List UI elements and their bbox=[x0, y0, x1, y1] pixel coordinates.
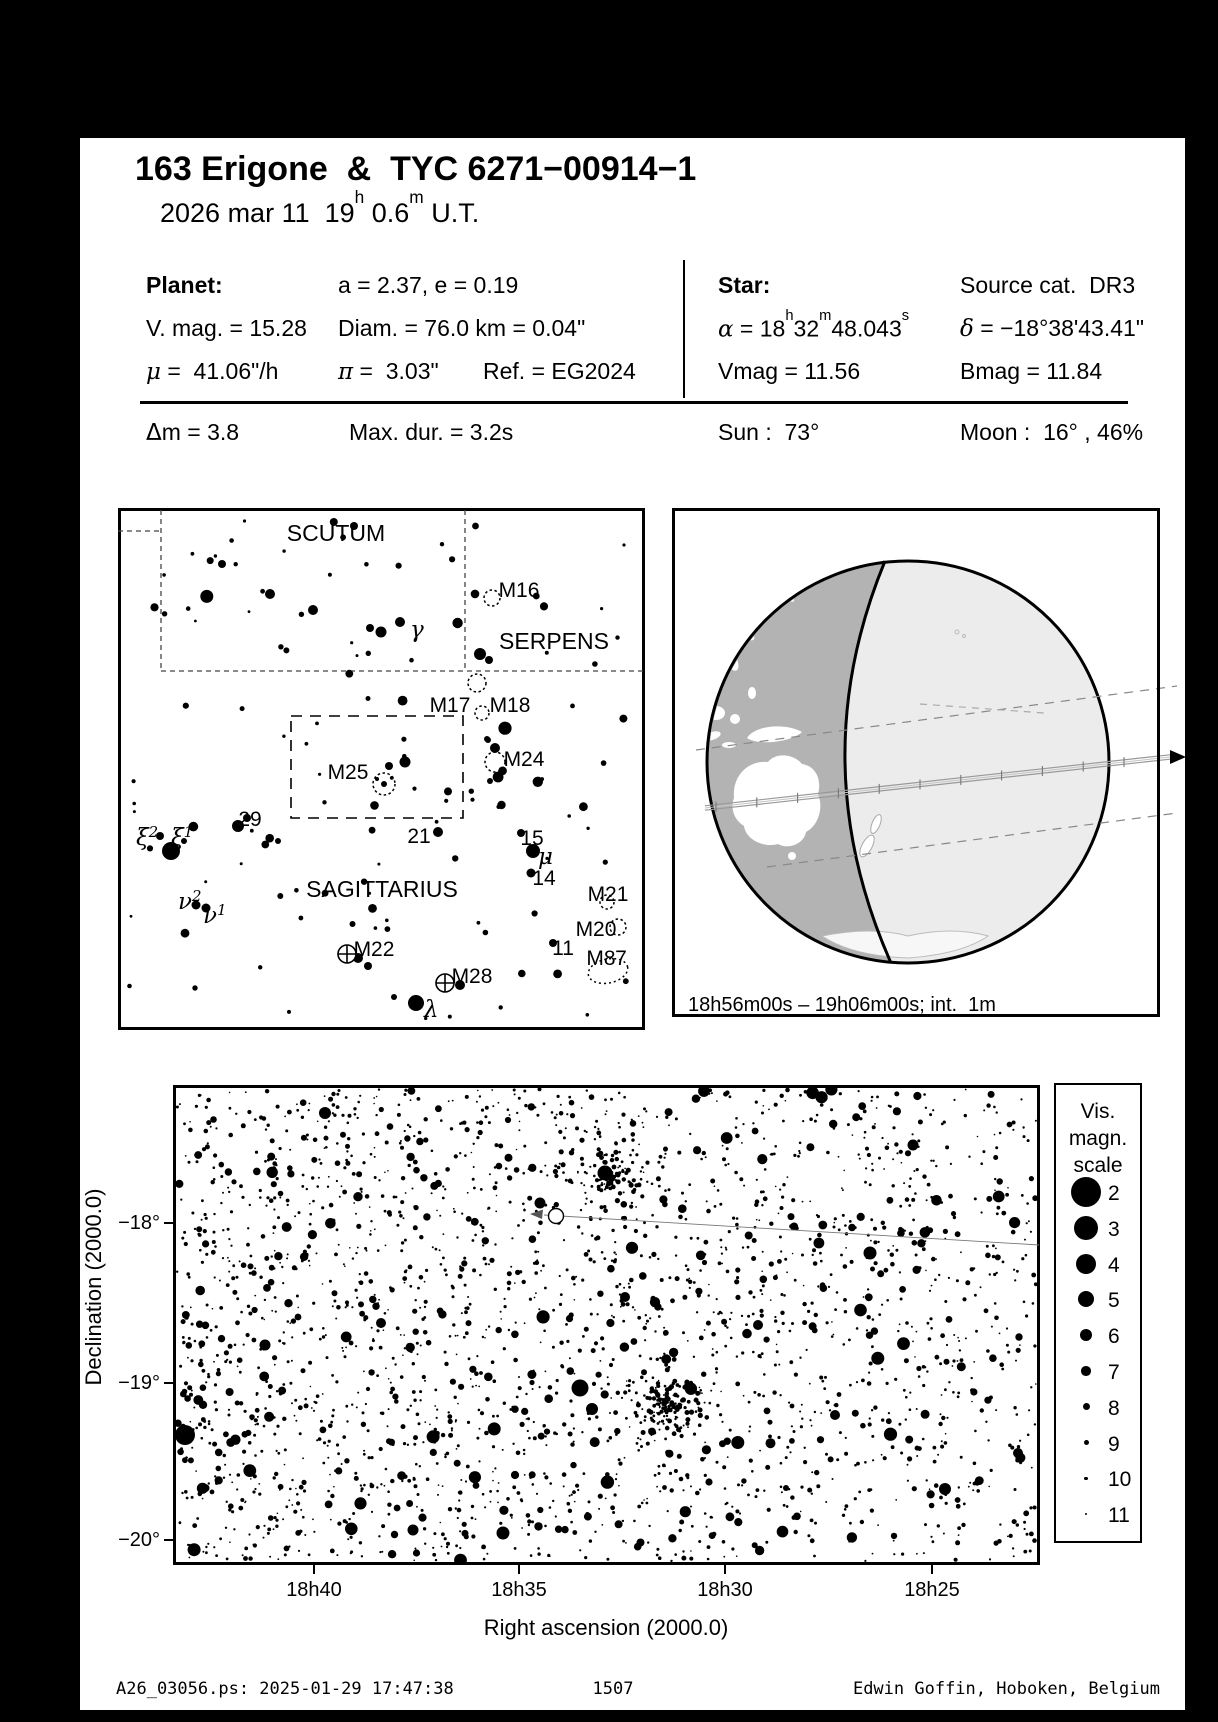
date-part: U.T. bbox=[423, 198, 480, 228]
finder-label-m20: M20 bbox=[575, 918, 617, 941]
star-vmag: Vmag = 11.56 bbox=[718, 358, 861, 384]
prediction-page bbox=[80, 138, 1185, 1710]
earth-globe-map bbox=[672, 508, 1192, 1017]
ra-h-sup: h bbox=[785, 307, 794, 324]
legend-magnitude-label: 4 bbox=[1108, 1253, 1120, 1277]
ra-tick-label: 18h25 bbox=[904, 1579, 960, 1601]
finder-label-21: 21 bbox=[407, 825, 431, 848]
path-direction-arrow bbox=[1170, 750, 1186, 764]
footer-page-number: 1507 bbox=[592, 1679, 634, 1699]
finder-label-m8: M8 bbox=[586, 947, 616, 970]
finder-greek-label: $\nu^2$ bbox=[178, 887, 202, 915]
finder-greek-label: μ bbox=[538, 844, 553, 870]
legend-magnitude-dot bbox=[1074, 1216, 1098, 1240]
ra-part: = 18 bbox=[733, 315, 786, 342]
legend-magnitude-dot bbox=[1076, 1254, 1096, 1274]
hour-superscript: h bbox=[354, 186, 365, 207]
dec-tick-mark bbox=[164, 1382, 173, 1384]
ra-tick-label: 18h40 bbox=[286, 1579, 342, 1601]
ra-tick-mark bbox=[313, 1565, 315, 1574]
globe-box bbox=[672, 508, 1160, 1017]
finder-label-m22: M22 bbox=[353, 938, 395, 961]
dec-tick-label: −20° bbox=[118, 1529, 160, 1551]
legend-title-line: Vis. bbox=[1080, 1100, 1116, 1123]
legend-magnitude-label: 3 bbox=[1108, 1217, 1120, 1241]
legend-magnitude-dot bbox=[1084, 1440, 1089, 1445]
event-datetime bbox=[160, 186, 480, 229]
planet-parallax bbox=[338, 360, 439, 384]
finder-greek-label: $\xi^2$ bbox=[136, 823, 159, 851]
legend-magnitude-dot bbox=[1084, 1477, 1088, 1481]
finder-greek-label: $\nu^1$ bbox=[203, 901, 227, 929]
legend-magnitude-dot bbox=[1071, 1177, 1101, 1207]
finder-greek-label: γ bbox=[410, 617, 424, 643]
planet-orbit-elements: a = 2.37, e = 0.19 bbox=[338, 272, 519, 298]
pi-value: = 3.03" bbox=[353, 358, 439, 384]
finder-greek-label: $\xi^1$ bbox=[171, 823, 194, 851]
globe-time-caption: 18h56m00s – 19h06m00s; int. 1m bbox=[688, 994, 996, 1016]
legend-magnitude-dot bbox=[1083, 1403, 1090, 1410]
legend-magnitude-dot bbox=[1080, 1329, 1093, 1342]
legend-magnitude-label: 6 bbox=[1108, 1325, 1120, 1349]
legend-magnitude-label: 5 bbox=[1108, 1289, 1120, 1313]
legend-magnitude-label: 11 bbox=[1108, 1504, 1130, 1528]
finder-label-m16: M16 bbox=[498, 579, 540, 602]
finder-label-m25: M25 bbox=[327, 761, 369, 784]
delta-symbol: δ bbox=[960, 316, 974, 342]
legend-magnitude-dot bbox=[1081, 1366, 1091, 1376]
pi-symbol: π bbox=[338, 359, 354, 385]
minute-superscript: m bbox=[409, 186, 424, 207]
star-field-chart bbox=[173, 1085, 1040, 1565]
finder-label-11: 11 bbox=[552, 937, 574, 960]
star-declination bbox=[960, 317, 1144, 341]
dec-tick-label: −18° bbox=[118, 1212, 160, 1234]
finder-label-m24: M24 bbox=[503, 748, 545, 771]
delta-m-value: m = 3.8 bbox=[161, 419, 240, 445]
finder-label-sagittarius: SAGITTARIUS bbox=[306, 876, 458, 902]
tasmania-shape bbox=[788, 852, 796, 860]
ra-part: 32 bbox=[793, 315, 820, 342]
philippines-shape bbox=[748, 687, 756, 699]
finder-label-scutum: SCUTUM bbox=[286, 520, 386, 546]
star-bmag: Bmag = 11.84 bbox=[960, 358, 1103, 384]
dec-value: = −18°38'43.41" bbox=[973, 315, 1144, 341]
delta-m-symbol: Δ bbox=[146, 420, 162, 446]
info-horizontal-rule bbox=[140, 401, 1128, 404]
legend-magnitude-label: 2 bbox=[1108, 1182, 1120, 1205]
magnitude-drop bbox=[146, 421, 239, 445]
finder-label-m21: M21 bbox=[587, 883, 629, 906]
footer-filename-timestamp: A26_03056.ps: 2025-01-29 17:47:38 bbox=[116, 1679, 454, 1699]
finder-chart-box bbox=[118, 508, 645, 1035]
target-star-marker bbox=[549, 1209, 564, 1224]
moon-elongation-illumination: Moon : 16° , 46% bbox=[960, 419, 1144, 445]
ra-part: 48.043 bbox=[831, 315, 902, 342]
planet-reference: Ref. = EG2024 bbox=[483, 358, 636, 384]
finder-label-7: 7 bbox=[615, 947, 627, 970]
x-axis-title: Right ascension (2000.0) bbox=[483, 1615, 729, 1640]
ra-tick-mark bbox=[724, 1565, 726, 1574]
finder-label-serpens: SERPENS bbox=[499, 628, 609, 654]
dec-tick-label: −19° bbox=[118, 1372, 160, 1394]
ra-s-sup: s bbox=[901, 307, 910, 324]
legend-title-line: magn. bbox=[1068, 1127, 1128, 1150]
finder-label-m17: M17 bbox=[429, 694, 471, 717]
finder-label-15: 15 bbox=[520, 827, 544, 850]
ra-tick-mark bbox=[518, 1565, 520, 1574]
planet-diameter: Diam. = 76.0 km = 0.04" bbox=[338, 315, 586, 341]
magnitude-scale-legend bbox=[1054, 1083, 1142, 1543]
footer-author: Edwin Goffin, Hoboken, Belgium bbox=[852, 1679, 1160, 1699]
field-chart-box bbox=[173, 1085, 1040, 1570]
ra-tick-mark bbox=[931, 1565, 933, 1574]
legend-title-line: scale bbox=[1073, 1154, 1123, 1177]
finder-label-29: 29 bbox=[238, 808, 262, 831]
finder-label-14: 14 bbox=[532, 867, 556, 890]
finder-label-m18: M18 bbox=[489, 694, 531, 717]
legend-magnitude-dot bbox=[1078, 1291, 1094, 1307]
ra-tick-label: 18h30 bbox=[697, 1579, 753, 1601]
max-duration: Max. dur. = 3.2s bbox=[349, 419, 514, 445]
planet-vmag: V. mag. = 15.28 bbox=[146, 315, 307, 341]
legend-magnitude-label: 7 bbox=[1108, 1361, 1120, 1384]
mu-value: = 41.06"/h bbox=[160, 358, 279, 384]
planet-proper-motion bbox=[146, 360, 278, 384]
info-column-divider bbox=[683, 260, 685, 398]
page-title: 163 Erigone & TYC 6271−00914−1 bbox=[135, 150, 697, 188]
finder-label-m28: M28 bbox=[451, 965, 493, 988]
mu-symbol: μ bbox=[146, 359, 161, 385]
ra-tick-label: 18h35 bbox=[491, 1579, 547, 1601]
ra-m-sup: m bbox=[819, 307, 832, 324]
planet-section-label: Planet: bbox=[146, 272, 223, 298]
star-source-catalog: Source cat. DR3 bbox=[960, 272, 1136, 298]
date-part: 0.6 bbox=[364, 198, 410, 228]
y-axis-title: Declination (2000.0) bbox=[81, 1188, 106, 1386]
legend-magnitude-label: 9 bbox=[1108, 1432, 1120, 1456]
dec-tick-mark bbox=[164, 1539, 173, 1541]
alpha-symbol: α bbox=[718, 316, 734, 343]
finder-chart bbox=[118, 508, 645, 1030]
legend-magnitude-dot bbox=[1085, 1513, 1088, 1516]
dec-tick-mark bbox=[164, 1222, 173, 1224]
finder-greek-label: λ bbox=[424, 997, 439, 1023]
legend-magnitude-label: 8 bbox=[1108, 1396, 1120, 1420]
date-part: 2026 mar 11 19 bbox=[160, 198, 355, 228]
star-section-label: Star: bbox=[718, 272, 771, 298]
legend-magnitude-label: 10 bbox=[1108, 1468, 1132, 1492]
star-right-ascension bbox=[718, 307, 910, 343]
sun-elongation: Sun : 73° bbox=[718, 419, 820, 445]
